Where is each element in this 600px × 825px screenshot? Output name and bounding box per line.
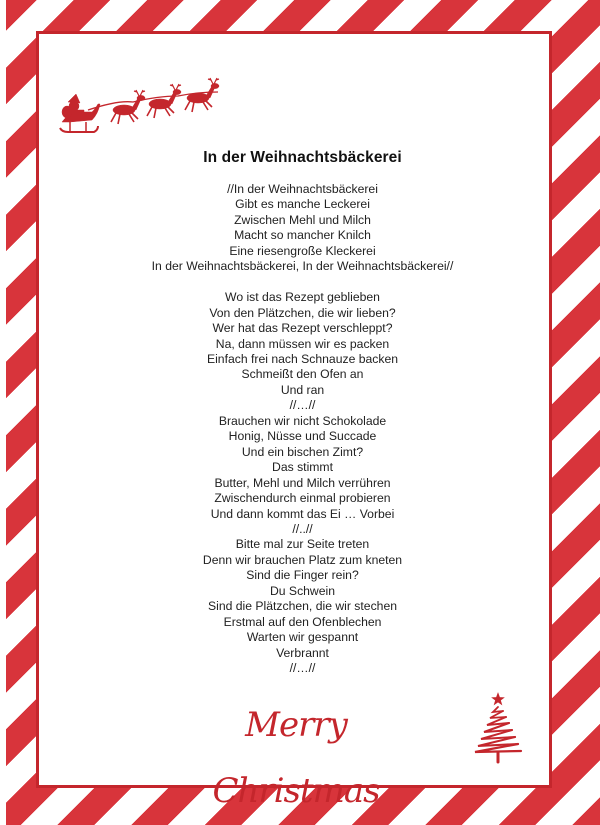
poem-line: Von den Plätzchen, die wir lieben?	[209, 305, 396, 320]
santa-sleigh-reindeer-icon	[58, 70, 228, 138]
poem-line: Sind die Finger rein?	[246, 568, 359, 583]
poem-line: Wo ist das Rezept geblieben	[225, 290, 380, 305]
poem-line: In der Weihnachtsbäckerei, In der Weihnachtsbäckerei//	[151, 259, 454, 274]
poem-line: Sind die Plätzchen, die wir stechen	[207, 599, 397, 614]
poem-line: //…//	[289, 661, 316, 676]
poem-line: Und ran	[280, 382, 325, 397]
poem-line: Zwischendurch einmal probieren	[214, 491, 391, 506]
poem-line: Warten wir gespannt	[246, 630, 359, 645]
poem-line: Brauchen wir nicht Schokolade	[218, 413, 387, 428]
poem-line: Schmeißt den Ofen an	[241, 367, 364, 382]
poem-line: Und dann kommt das Ei … Vorbei	[210, 506, 395, 521]
poem-title: In der Weihnachtsbäckerei	[203, 149, 402, 166]
poem-line: Bitte mal zur Seite treten	[235, 537, 370, 552]
poem-line: //..//	[292, 521, 313, 536]
poem-line: Einfach frei nach Schnauze backen	[206, 351, 399, 366]
poem-line: Zwischen Mehl und Milch	[234, 212, 371, 227]
christmas-tree-icon	[467, 690, 529, 766]
poem-lines	[130, 182, 475, 676]
poem-line: Und ein bischen Zimt?	[241, 444, 364, 459]
poem-line: Eine riesengroße Kleckerei	[229, 243, 376, 258]
poem-line: Das stimmt	[272, 460, 333, 475]
poem-line: Denn wir brauchen Platz zum kneten	[202, 552, 403, 567]
poem-line: Macht so mancher Knilch	[234, 228, 371, 243]
merry-christmas-greeting: Merry Christmas	[212, 705, 380, 811]
poem-line: //In der Weihnachtsbäckerei	[227, 182, 378, 196]
poem-line: Erstmal auf den Ofenblechen	[223, 614, 382, 629]
poem-line	[130, 275, 475, 290]
poem-line: Na, dann müssen wir es packen	[215, 336, 390, 351]
poem-line: Honig, Nüsse und Succade	[228, 429, 377, 444]
poem-line: Butter, Mehl und Milch verrühren	[214, 475, 391, 490]
poem-line: //…//	[289, 398, 316, 413]
poem-line: Verbrannt	[276, 645, 329, 660]
page-edge	[0, 0, 6, 825]
poem-box	[130, 140, 475, 685]
poem-line: Du Schwein	[269, 583, 336, 598]
poem-line: Wer hat das Rezept verschleppt?	[212, 321, 393, 336]
poem-line: Gibt es manche Leckerei	[235, 197, 370, 212]
